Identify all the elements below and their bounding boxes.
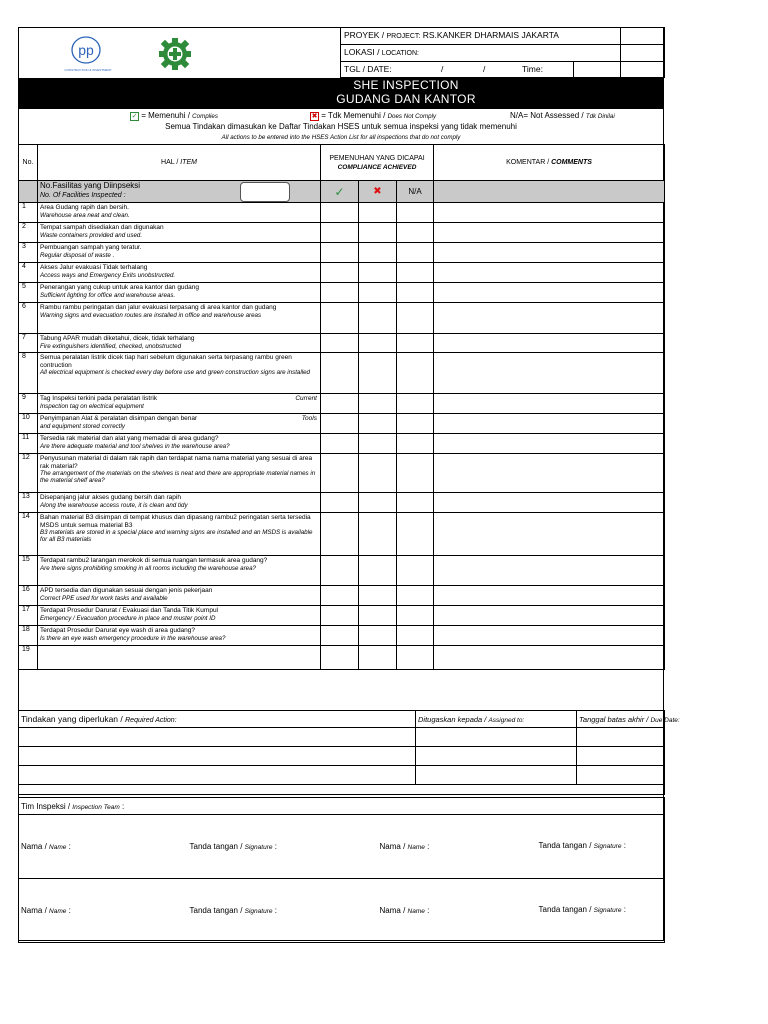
item-description: Tempat sampah disediakan dan digunakan Waste containers provided and used. — [38, 223, 321, 243]
action-row[interactable] — [19, 747, 665, 766]
na-cell[interactable] — [397, 334, 434, 353]
comply-cell[interactable] — [321, 203, 359, 223]
not-comply-cell[interactable] — [359, 283, 397, 303]
not-comply-cell[interactable] — [359, 454, 397, 493]
comply-cell[interactable] — [321, 243, 359, 263]
item-description: Terdapat rambu2 larangan merokok di semua ruangan termasuk area gudang? Are there signs prohibiting smoking in all rooms including the warehouse area? — [38, 556, 321, 586]
na-label: N/A — [397, 181, 434, 203]
na-cell[interactable] — [397, 513, 434, 556]
due-date-header: Tanggal batas akhir / Due Date: — [577, 711, 665, 728]
item-description: Akses Jalur evakuasi Tidak terhalang Access ways and Emergency Exits unobstructed. — [38, 263, 321, 283]
na-cell[interactable] — [397, 586, 434, 606]
svg-text:pp: pp — [78, 42, 94, 58]
item-description: Penerangan yang cukup untuk area kantor dan gudang Sufficient lighting for office and warehouse areas. — [38, 283, 321, 303]
cross-box-icon: ✖ — [311, 113, 318, 120]
inspection-team-label: Tim Inspeksi / Inspection Team : — [19, 798, 665, 815]
not-comply-cell[interactable] — [359, 303, 397, 334]
name-field[interactable]: Nama / Name : — [19, 879, 188, 943]
item-description: Penyusunan material di dalam rak rapih dan terdapat nama nama material yang sesuai di area rak material? The arrangement of the materials on the shelves is neat and there are appropriate material names in the material shelf area? — [38, 454, 321, 493]
item-number: 2 — [19, 223, 38, 243]
checklist-item-row — [19, 353, 665, 394]
item-description: Terdapat Prosedur Darurat / Evakuasi dan Tanda Titik Kumpul Emergency / Evacuation procedure in place and muster point ID — [38, 606, 321, 626]
item-description — [38, 646, 321, 670]
gear-cross-logo — [156, 35, 194, 73]
item-number: 15 — [19, 556, 38, 586]
comply-cell[interactable] — [321, 586, 359, 606]
item-number: 18 — [19, 626, 38, 646]
not-comply-cell[interactable] — [359, 626, 397, 646]
comment-cell[interactable] — [434, 556, 665, 586]
comment-cell[interactable] — [434, 454, 665, 493]
comply-cell[interactable] — [321, 493, 359, 513]
name-field[interactable]: Nama / Name : — [378, 815, 574, 879]
comment-cell[interactable] — [434, 353, 665, 394]
comment-cell[interactable] — [434, 334, 665, 353]
item-description: Tabung APAR mudah diketahui, dicek, tidak terhalang Fire extinguishers identified, checked, unobstructed — [38, 334, 321, 353]
not-comply-cell[interactable] — [359, 434, 397, 454]
comment-cell[interactable] — [434, 223, 665, 243]
header-compliance: PEMENUHAN YANG DICAPAI COMPLIANCE ACHIEVED — [321, 145, 434, 181]
comply-cell[interactable] — [321, 303, 359, 334]
na-cell[interactable] — [397, 454, 434, 493]
item-number: 17 — [19, 606, 38, 626]
comply-check-icon: ✓ — [321, 181, 359, 203]
checklist-item-row — [19, 263, 665, 283]
checklist-item-row — [19, 493, 665, 513]
checklist-item-row — [19, 394, 665, 414]
pp-logo: pp CONSTRUCTION & INVESTMENT — [60, 33, 120, 77]
checklist-item-row — [19, 303, 665, 334]
comment-cell[interactable] — [434, 303, 665, 334]
checklist-item-row — [19, 626, 665, 646]
na-cell[interactable] — [397, 223, 434, 243]
item-number: 10 — [19, 414, 38, 434]
header-no: No. — [19, 145, 38, 181]
na-cell[interactable] — [397, 646, 434, 670]
item-extra-text: Current — [295, 395, 317, 402]
checklist-item-row — [19, 434, 665, 454]
not-comply-cell[interactable] — [359, 243, 397, 263]
comply-cell[interactable] — [321, 454, 359, 493]
not-comply-cell[interactable] — [359, 493, 397, 513]
checklist-item-row — [19, 454, 665, 493]
not-comply-cell[interactable] — [359, 556, 397, 586]
facilities-row: No.Fasilitas yang Diinpseksi No. Of Facilities Inspected : ✓ ✖ N/A — [19, 181, 665, 203]
comply-cell[interactable] — [321, 606, 359, 626]
item-description: Area Gudang rapih dan bersih. Warehouse area neat and clean. — [38, 203, 321, 223]
checklist-item-row — [19, 513, 665, 556]
na-cell[interactable] — [397, 606, 434, 626]
checklist-item-row — [19, 334, 665, 353]
item-number: 11 — [19, 434, 38, 454]
comply-cell[interactable] — [321, 263, 359, 283]
na-cell[interactable] — [397, 394, 434, 414]
checklist-item-row — [19, 586, 665, 606]
comply-cell[interactable] — [321, 334, 359, 353]
item-number: 1 — [19, 203, 38, 223]
not-comply-cell[interactable] — [359, 394, 397, 414]
na-cell[interactable] — [397, 556, 434, 586]
checklist-table — [18, 144, 665, 670]
na-cell[interactable] — [397, 303, 434, 334]
signature-field[interactable]: Tanda tangan / Signature : — [188, 815, 378, 879]
na-cell[interactable] — [397, 203, 434, 223]
item-description: Rambu rambu peringatan dan jalur evakuasi terpasang di area kantor dan gudang Warning signs and evacuation routes are installed in office and warehouse areas — [38, 303, 321, 334]
checklist-item-row — [19, 646, 665, 670]
item-description: Tersedia rak material dan alat yang memadai di area gudang? Are there adequate material and tool shelves in the warehouse area? — [38, 434, 321, 454]
comment-cell[interactable] — [434, 626, 665, 646]
na-cell[interactable] — [397, 626, 434, 646]
checklist-item-row — [19, 414, 665, 434]
location-field[interactable]: LOKASI / LOCATION: — [341, 45, 621, 62]
item-number: 6 — [19, 303, 38, 334]
not-comply-cell[interactable] — [359, 513, 397, 556]
item-number: 3 — [19, 243, 38, 263]
required-action-header: Tindakan yang diperlukan / Required Action: — [19, 711, 416, 728]
item-number: 4 — [19, 263, 38, 283]
comment-cell[interactable] — [434, 493, 665, 513]
comply-cell[interactable] — [321, 434, 359, 454]
comply-cell[interactable] — [321, 394, 359, 414]
comply-cell[interactable] — [321, 556, 359, 586]
comment-cell[interactable] — [434, 283, 665, 303]
na-cell[interactable] — [397, 263, 434, 283]
not-comply-cell[interactable] — [359, 334, 397, 353]
item-number: 8 — [19, 353, 38, 394]
na-cell[interactable] — [397, 353, 434, 394]
comment-cell[interactable] — [434, 606, 665, 626]
header-item: HAL / ITEM — [38, 145, 321, 181]
not-comply-cell[interactable] — [359, 586, 397, 606]
not-comply-cell[interactable] — [359, 263, 397, 283]
checklist-item-row — [19, 606, 665, 626]
item-number: 12 — [19, 454, 38, 493]
signature-field[interactable]: Tanda tangan / Signature : — [574, 879, 665, 943]
item-description: Terdapat Prosedur Darurat eye wash di area gudang? Is there an eye wash emergency procedure in the warehouse area? — [38, 626, 321, 646]
form-title: SHE INSPECTION GUDANG DAN KANTOR — [18, 78, 664, 109]
item-description: Disepanjang jalur akses gudang bersih dan rapih Along the warehouse access route, it is clean and tidy — [38, 493, 321, 513]
item-description: Bahan material B3 disimpan di tempat khusus dan dipasang rambu2 peringatan serta tersedia MSDS untuk semua material B3 B3 materials are stored in a special place and warning signs are installed and an MSDS is available for all B3 materials — [38, 513, 321, 556]
comply-cell[interactable] — [321, 353, 359, 394]
comment-cell[interactable] — [434, 203, 665, 223]
comment-cell[interactable] — [434, 513, 665, 556]
not-comply-cell[interactable] — [359, 414, 397, 434]
project-info-table — [340, 27, 665, 78]
item-number: 16 — [19, 586, 38, 606]
not-comply-cell[interactable] — [359, 203, 397, 223]
comply-cell[interactable] — [321, 414, 359, 434]
item-description: Semua peralatan listrik dicek tiap hari sebelum digunakan serta terpasang rambu green contruction All electrical equipment is checked every day before use and green construction signs are installed — [38, 353, 321, 394]
na-cell[interactable] — [397, 493, 434, 513]
not-comply-cell[interactable] — [359, 353, 397, 394]
na-cell[interactable] — [397, 243, 434, 263]
project-field[interactable]: PROYEK / PROJECT: RS.KANKER DHARMAIS JAKARTA — [341, 28, 621, 45]
comment-cell[interactable] — [434, 414, 665, 434]
comment-cell[interactable] — [434, 646, 665, 670]
not-comply-cell[interactable] — [359, 646, 397, 670]
not-comply-cell[interactable] — [359, 606, 397, 626]
facilities-count-input[interactable] — [240, 182, 290, 202]
comment-cell[interactable] — [434, 263, 665, 283]
item-number: 7 — [19, 334, 38, 353]
item-number: 14 — [19, 513, 38, 556]
comply-cell[interactable] — [321, 223, 359, 243]
header-comments: KOMENTAR / COMMENTS — [434, 145, 665, 181]
not-comply-cross-icon: ✖ — [359, 181, 397, 203]
item-number: 13 — [19, 493, 38, 513]
not-comply-cell[interactable] — [359, 223, 397, 243]
action-row[interactable] — [19, 766, 665, 785]
checklist-item-row — [19, 283, 665, 303]
action-row[interactable] — [19, 728, 665, 747]
signature-field[interactable]: Tanda tangan / Signature : — [188, 879, 378, 943]
comment-cell[interactable] — [434, 243, 665, 263]
item-extra-text: Tools — [301, 415, 317, 422]
comply-cell[interactable] — [321, 626, 359, 646]
na-cell[interactable] — [397, 283, 434, 303]
comply-cell[interactable] — [321, 646, 359, 670]
check-box-icon: ✓ — [131, 113, 138, 120]
comment-cell[interactable] — [434, 434, 665, 454]
comment-cell[interactable] — [434, 394, 665, 414]
legend: ✓ = Memenuhi / Complies ✖ = Tdk Memenuhi / Does Not Comply N/A= Not Assessed / Tdk Dinilai Semua Tindakan dimasukan ke Daftar Tindakan HSES untuk semua inspeksi yang tidak memenuhi All actions to be entered into the HSES Action List for all inspections that do not comply — [131, 111, 615, 141]
item-number: 9 — [19, 394, 38, 414]
comment-cell[interactable] — [434, 586, 665, 606]
signature-field[interactable]: Tanda tangan / Signature : — [574, 815, 665, 879]
checklist-item-row — [19, 223, 665, 243]
action-table — [18, 710, 680, 795]
name-field[interactable]: Nama / Name : — [378, 879, 574, 943]
checklist-item-row — [19, 243, 665, 263]
item-description: APD tersedia dan digunakan sesuai dengan jenis pekerjaan Correct PPE used for work tasks and available — [38, 586, 321, 606]
name-field[interactable]: Nama / Name : — [19, 815, 188, 879]
checklist-item-row — [19, 556, 665, 586]
assigned-to-header: Ditugaskan kepada / Assigned to: — [416, 711, 577, 728]
item-description: Pembuangan sampah yang teratur. Regular disposal of waste . — [38, 243, 321, 263]
item-description: Tag Inspeksi terkini pada peralatan listrik Current Inspection tag on electrical equipment — [38, 394, 321, 414]
na-cell[interactable] — [397, 434, 434, 454]
item-number: 5 — [19, 283, 38, 303]
item-number: 19 — [19, 646, 38, 670]
date-field[interactable]: TGL / DATE: / / Time: — [341, 62, 621, 78]
comply-cell[interactable] — [321, 513, 359, 556]
inspection-team-table — [18, 797, 665, 943]
comply-cell[interactable] — [321, 283, 359, 303]
item-description: Penyimpanan Alat & peralatan disimpan dengan benar Tools and equipment stored correctly — [38, 414, 321, 434]
na-cell[interactable] — [397, 414, 434, 434]
checklist-item-row — [19, 203, 665, 223]
